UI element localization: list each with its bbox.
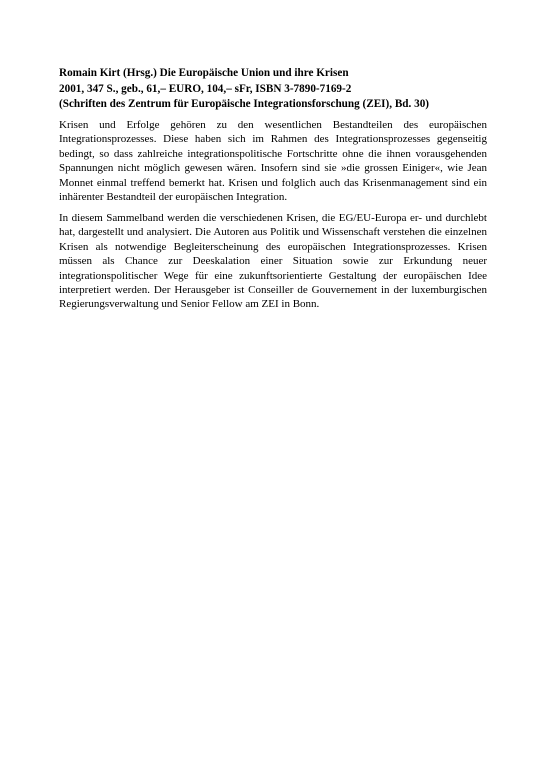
body-paragraph-1: Krisen und Erfolge gehören zu den wesentlichen Bestandteilen des europäischen Integrationsprozesses. Diese haben sich im Rahmen des Integrationsprozesses gegenseitig bedingt, so dass zahlreiche integrationspolitische Fortschritte ohne die ihnen vorausgehenden Spannungen nicht möglich gewesen wären. Insofern sind sie »die grossen Einiger«, wie Jean Monnet einmal treffend bemerkt hat. Krisen und folglich auch das Krisenmanagement sind ein inhärenter Bestandteil der europäischen Integration. bbox=[59, 119, 487, 204]
book-series-line: (Schriften des Zentrum für Europäische Integrationsforschung (ZEI), Bd. 30) bbox=[59, 98, 430, 110]
book-title-line: Romain Kirt (Hrsg.) Die Europäische Union und ihre Krisen bbox=[59, 67, 349, 79]
book-details-line: 2001, 347 S., geb., 61,– EURO, 104,– sFr, ISBN 3-7890-7169-2 bbox=[59, 82, 352, 95]
body-paragraph-2: In diesem Sammelband werden die verschiedenen Krisen, die EG/EU-Europa er- und durchlebt hat, dargestellt und analysiert. Die Autoren aus Politik und Wissenschaft verstehen die einzelnen Krisen als notwendige Begleiterscheinung des europäischen Integrationsprozesses. Krisen müssen als Chance zur Deeskalation einer Situation sowie zur Erkundung neuer integrationspolitischer Wege für eine zukunftsorientierte Gestaltung der europäischen Idee interpretiert werden. Der Herausgeber ist Conseiller de Gouvernement in der luxemburgischen Regierungsverwaltung und Senior Fellow am ZEI in Bonn. bbox=[59, 212, 487, 311]
book-header bbox=[59, 66, 499, 113]
